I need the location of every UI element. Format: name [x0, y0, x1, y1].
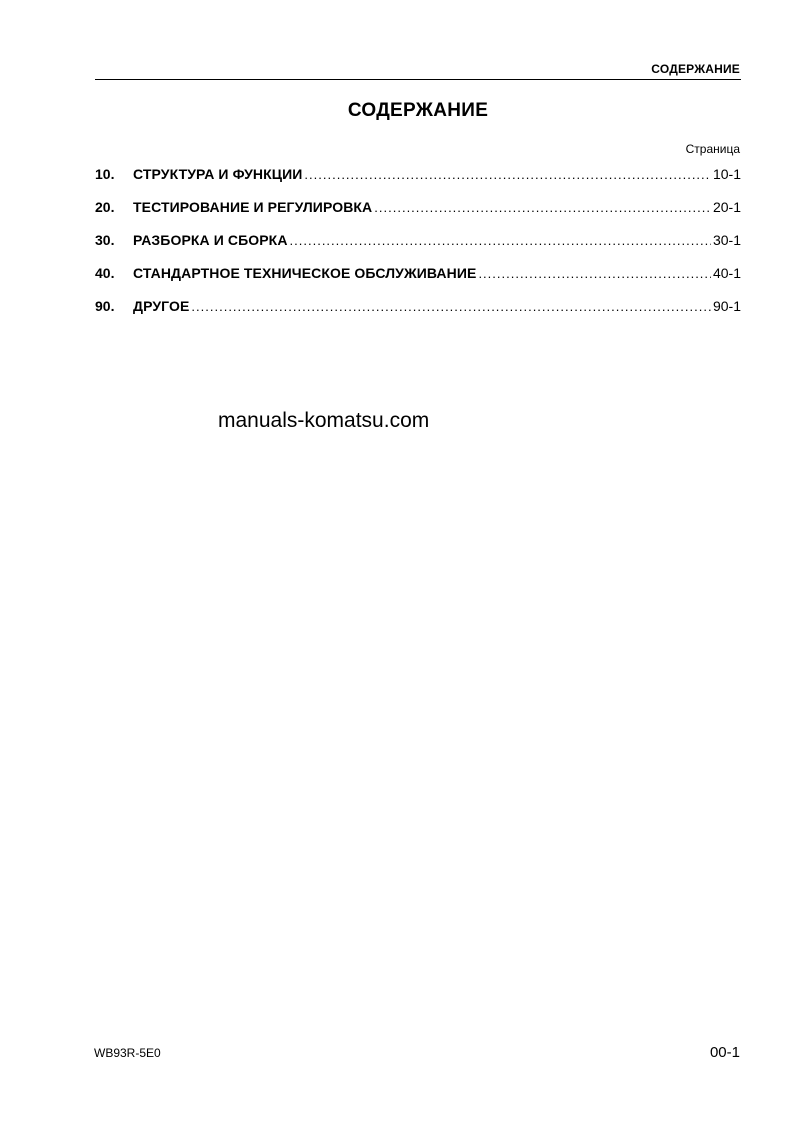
toc-leader-dots	[290, 233, 711, 248]
running-header-title: СОДЕРЖАНИЕ	[651, 62, 740, 76]
toc-leader-dots	[304, 167, 711, 182]
footer-page-number: 00-1	[709, 1044, 740, 1061]
toc-leader-dots	[374, 200, 711, 215]
toc-entry-page[interactable]: 40-1	[712, 265, 741, 281]
toc-entry-disassembly-assembly[interactable]	[95, 232, 741, 265]
toc-leader-dots	[478, 266, 711, 281]
toc-entry-page[interactable]: 90-1	[712, 298, 741, 314]
toc-entry-label[interactable]: ДРУГОЕ	[133, 298, 190, 314]
footer-model: WB93R-5E0	[94, 1046, 161, 1060]
watermark-text: manuals-komatsu.com	[218, 409, 430, 432]
toc-entry-testing-adjusting[interactable]	[95, 199, 741, 232]
toc-entry-page[interactable]: 30-1	[712, 232, 741, 248]
page-column-label: Страница	[685, 142, 740, 156]
toc-entry-page[interactable]: 20-1	[712, 199, 741, 215]
toc-entry-page[interactable]: 10-1	[712, 166, 741, 182]
toc-entry-number: 10.	[95, 166, 115, 182]
toc-entry-maintenance-standard[interactable]	[95, 265, 741, 298]
toc-entry-structure-functions[interactable]	[95, 166, 741, 199]
toc-entry-number: 20.	[95, 199, 115, 215]
toc-entry-number: 90.	[95, 298, 115, 314]
toc-entry-number: 40.	[95, 265, 115, 281]
page-title: СОДЕРЖАНИЕ	[347, 100, 489, 121]
toc-entry-label[interactable]: ТЕСТИРОВАНИЕ И РЕГУЛИРОВКА	[133, 199, 373, 215]
toc-entry-number: 30.	[95, 232, 115, 248]
toc-entry-label[interactable]: РАЗБОРКА И СБОРКА	[133, 232, 288, 248]
toc-entry-others[interactable]	[95, 298, 741, 331]
toc-leader-dots	[191, 299, 711, 314]
table-of-contents	[95, 166, 741, 331]
toc-entry-label[interactable]: СТРУКТУРА И ФУНКЦИИ	[133, 166, 303, 182]
toc-entry-label[interactable]: СТАНДАРТНОЕ ТЕХНИЧЕСКОЕ ОБСЛУЖИВАНИЕ	[133, 265, 477, 281]
header-rule	[95, 79, 741, 80]
